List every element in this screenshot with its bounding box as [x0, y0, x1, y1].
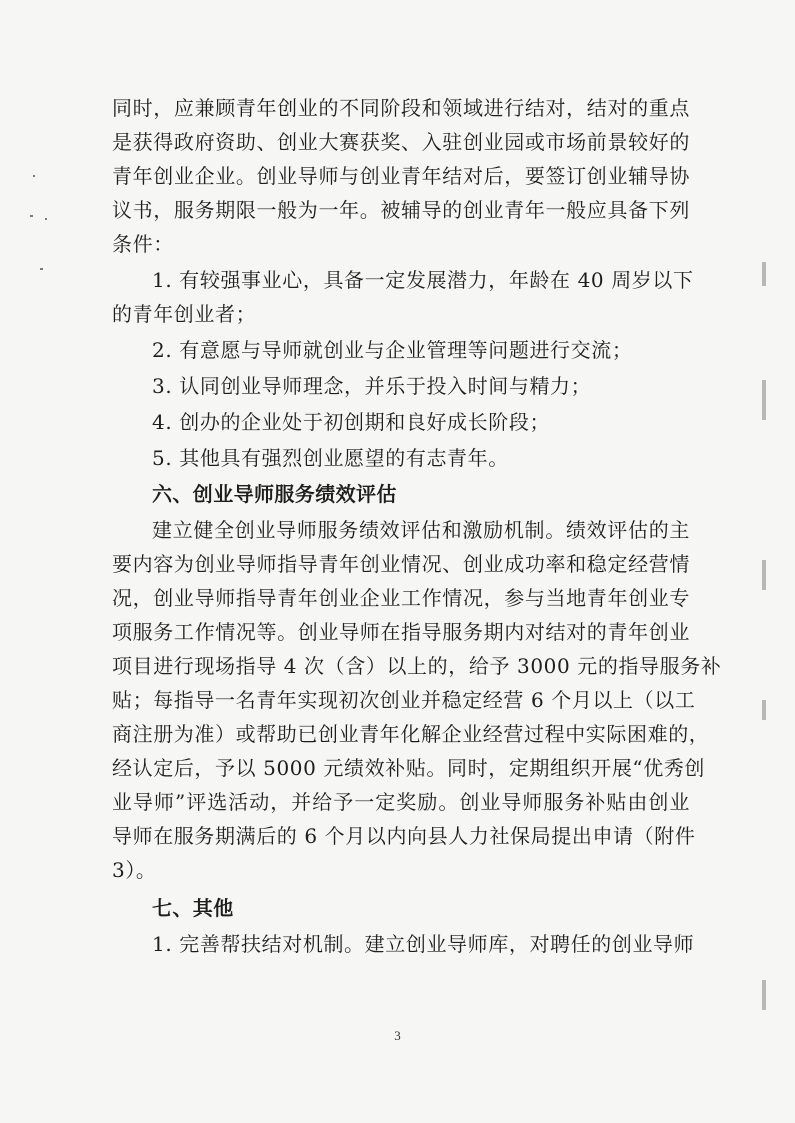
- paragraph-line: 3）。: [112, 858, 157, 882]
- paragraph-line: 贴；每指导一名青年实现初次创业并稳定经营 6 个月以上（以工: [112, 688, 696, 712]
- list-item-4: 4. 创办的企业处于初创期和良好成长阶段；: [152, 410, 551, 434]
- section-heading-7: 七、其他: [152, 896, 234, 920]
- paragraph-line: 项服务工作情况等。创业导师在指导服务期内对结对的青年创业: [112, 620, 690, 644]
- scan-speck: [33, 175, 35, 177]
- scan-speck: [45, 218, 47, 220]
- scan-speck: [30, 215, 33, 217]
- paragraph-line: 导师在服务期满后的 6 个月以内向县人力社保局提出申请（附件: [112, 824, 696, 848]
- list-item-3: 3. 认同创业导师理念，并乐于投入时间与精力；: [152, 374, 592, 398]
- scan-speck: [40, 268, 43, 270]
- list-item-1: 1. 有较强事业心，具备一定发展潜力，年龄在 40 周岁以下: [152, 268, 694, 292]
- section-heading-6: 六、创业导师服务绩效评估: [152, 482, 397, 506]
- paragraph-line: 1. 完善帮扶结对机制。建立创业导师库，对聘任的创业导师: [152, 932, 695, 956]
- scan-mark: [762, 380, 766, 420]
- paragraph-line: 青年创业企业。创业导师与创业青年结对后，要签订创业辅导协: [112, 164, 690, 188]
- paragraph-line: 经认定后，予以 5000 元绩效补贴。同时，定期组织开展“优秀创: [112, 756, 706, 780]
- scan-mark: [762, 700, 766, 720]
- scan-mark: [762, 262, 766, 286]
- list-item-2: 2. 有意愿与导师就创业与企业管理等问题进行交流；: [152, 338, 633, 362]
- paragraph-line: 是获得政府资助、创业大赛获奖、入驻创业园或市场前景较好的: [112, 130, 690, 154]
- paragraph-line: 商注册为准）或帮助已创业青年化解企业经营过程中实际困难的，: [112, 722, 710, 746]
- paragraph-line: 况，创业导师指导青年创业企业工作情况，参与当地青年创业专: [112, 586, 690, 610]
- paragraph-line: 同时，应兼顾青年创业的不同阶段和领域进行结对，结对的重点: [112, 96, 690, 120]
- paragraph-line: 议书，服务期限一般为一年。被辅导的创业青年一般应具备下列: [112, 198, 690, 222]
- page-number: 3: [394, 1028, 401, 1043]
- paragraph-line: 项目进行现场指导 4 次（含）以上的，给予 3000 元的指导服务补: [112, 654, 722, 678]
- paragraph-line: 建立健全创业导师服务绩效评估和激励机制。绩效评估的主: [152, 518, 690, 542]
- paragraph-line: 要内容为创业导师指导青年创业情况、创业成功率和稳定经营情: [112, 552, 690, 576]
- paragraph-line: 条件：: [112, 232, 174, 256]
- paragraph-line: 业导师”评选活动，并给予一定奖励。创业导师服务补贴由创业: [112, 790, 690, 814]
- list-item-1-continued: 的青年创业者；: [112, 302, 257, 326]
- list-item-5: 5. 其他具有强烈创业愿望的有志青年。: [152, 446, 509, 470]
- scan-mark: [762, 980, 766, 1010]
- scan-mark: [762, 560, 766, 590]
